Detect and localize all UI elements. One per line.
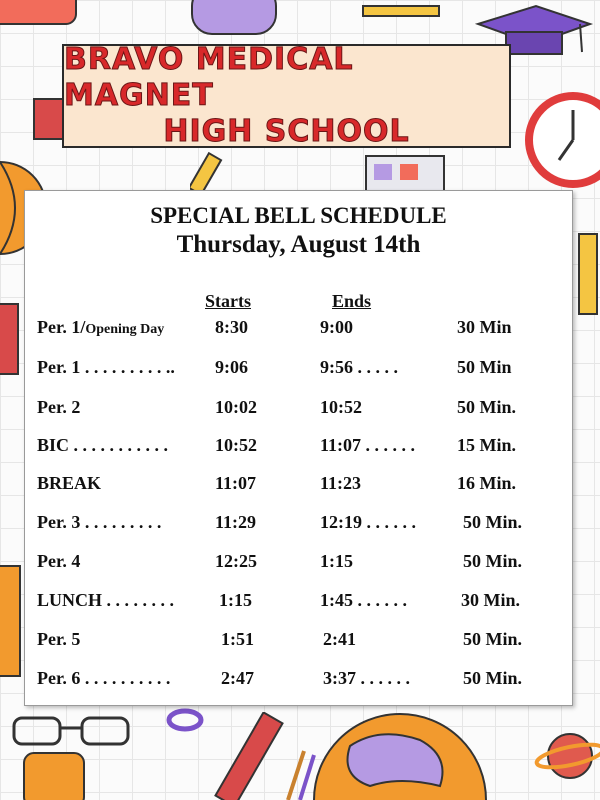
schedule-row — [25, 397, 572, 421]
period-label: Per. 1 . . . . . . . . . .. — [37, 357, 175, 377]
schedule-row — [25, 590, 572, 614]
end-time: 11:23 — [320, 473, 362, 493]
duration: 50 Min. — [457, 397, 517, 417]
schedule-row — [25, 357, 572, 381]
period-label: Per. 1/Opening Day — [37, 317, 165, 337]
schedule-date: Thursday, August 14th — [176, 231, 421, 258]
globe-icon — [300, 706, 500, 800]
duration: 50 Min. — [463, 668, 523, 688]
end-time: 9:00 — [320, 317, 353, 337]
duration: 15 Min. — [457, 435, 517, 455]
end-time: 1:15 — [320, 551, 353, 571]
end-time: 9:56 . . . . . — [320, 357, 398, 377]
calculator-icon — [360, 150, 450, 190]
period-note: Opening Day — [85, 322, 165, 337]
schedule-row — [25, 435, 572, 459]
school-name-banner — [62, 44, 511, 148]
duration: 50 Min. — [463, 512, 523, 532]
period-label: Per. 2 — [37, 397, 81, 417]
period-label: Per. 3 . . . . . . . . . — [37, 512, 162, 532]
period-label: BREAK — [37, 473, 102, 493]
glue-bottle-icon — [20, 745, 90, 800]
period-label: BIC . . . . . . . . . . . — [37, 435, 169, 455]
pencil-icon — [355, 0, 445, 26]
end-time: 1:45 . . . . . . — [320, 590, 407, 610]
duration: 50 Min — [457, 357, 512, 377]
start-time: 8:30 — [215, 317, 248, 337]
duration: 30 Min — [457, 317, 512, 337]
duration: 16 Min. — [457, 473, 517, 493]
glue-bottle-icon — [0, 300, 24, 380]
schedule-row — [25, 512, 572, 536]
schedule-row — [25, 473, 572, 497]
planet-icon — [530, 710, 600, 800]
period-label: Per. 5 — [37, 629, 81, 649]
school-name-line-2: HIGH SCHOOL — [163, 114, 410, 149]
period-label: LUNCH . . . . . . . . — [37, 590, 175, 610]
start-time: 2:47 — [221, 668, 254, 688]
pencil-icon — [575, 230, 600, 320]
start-time: 1:15 — [219, 590, 252, 610]
period-label: Per. 6 . . . . . . . . . . — [37, 668, 171, 688]
duration: 50 Min. — [463, 629, 523, 649]
end-time: 3:37 . . . . . . — [323, 668, 410, 688]
glue-bottle-icon — [0, 560, 24, 680]
duration: 30 Min. — [461, 590, 521, 610]
end-time: 12:19 . . . . . . — [320, 512, 416, 532]
school-name-line-1: BRAVO MEDICAL MAGNET — [64, 42, 354, 113]
starts-header: Starts — [205, 291, 251, 311]
alarm-clock-icon — [515, 80, 600, 190]
end-time: 2:41 — [323, 629, 356, 649]
start-time: 11:07 — [215, 473, 257, 493]
start-time: 11:29 — [215, 512, 257, 532]
start-time: 1:51 — [221, 629, 254, 649]
schedule-row — [25, 317, 572, 341]
period-label: Per. 4 — [37, 551, 81, 571]
end-time: 11:07 . . . . . . — [320, 435, 416, 455]
pencil-icon — [190, 150, 230, 192]
end-time: 10:52 — [320, 397, 362, 417]
duration: 50 Min. — [463, 551, 523, 571]
ends-header: Ends — [332, 291, 372, 311]
schedule-title: SPECIAL BELL SCHEDULE — [150, 203, 447, 228]
start-time: 10:02 — [215, 397, 257, 417]
pencil-case-icon — [180, 0, 290, 40]
start-time: 12:25 — [215, 551, 257, 571]
schedule-row — [25, 668, 572, 692]
schedule-row — [25, 551, 572, 575]
schedule-panel — [24, 190, 573, 706]
schedule-row — [25, 629, 572, 653]
start-time: 10:52 — [215, 435, 257, 455]
pencil-case-icon — [0, 0, 80, 30]
start-time: 9:06 — [215, 357, 248, 377]
